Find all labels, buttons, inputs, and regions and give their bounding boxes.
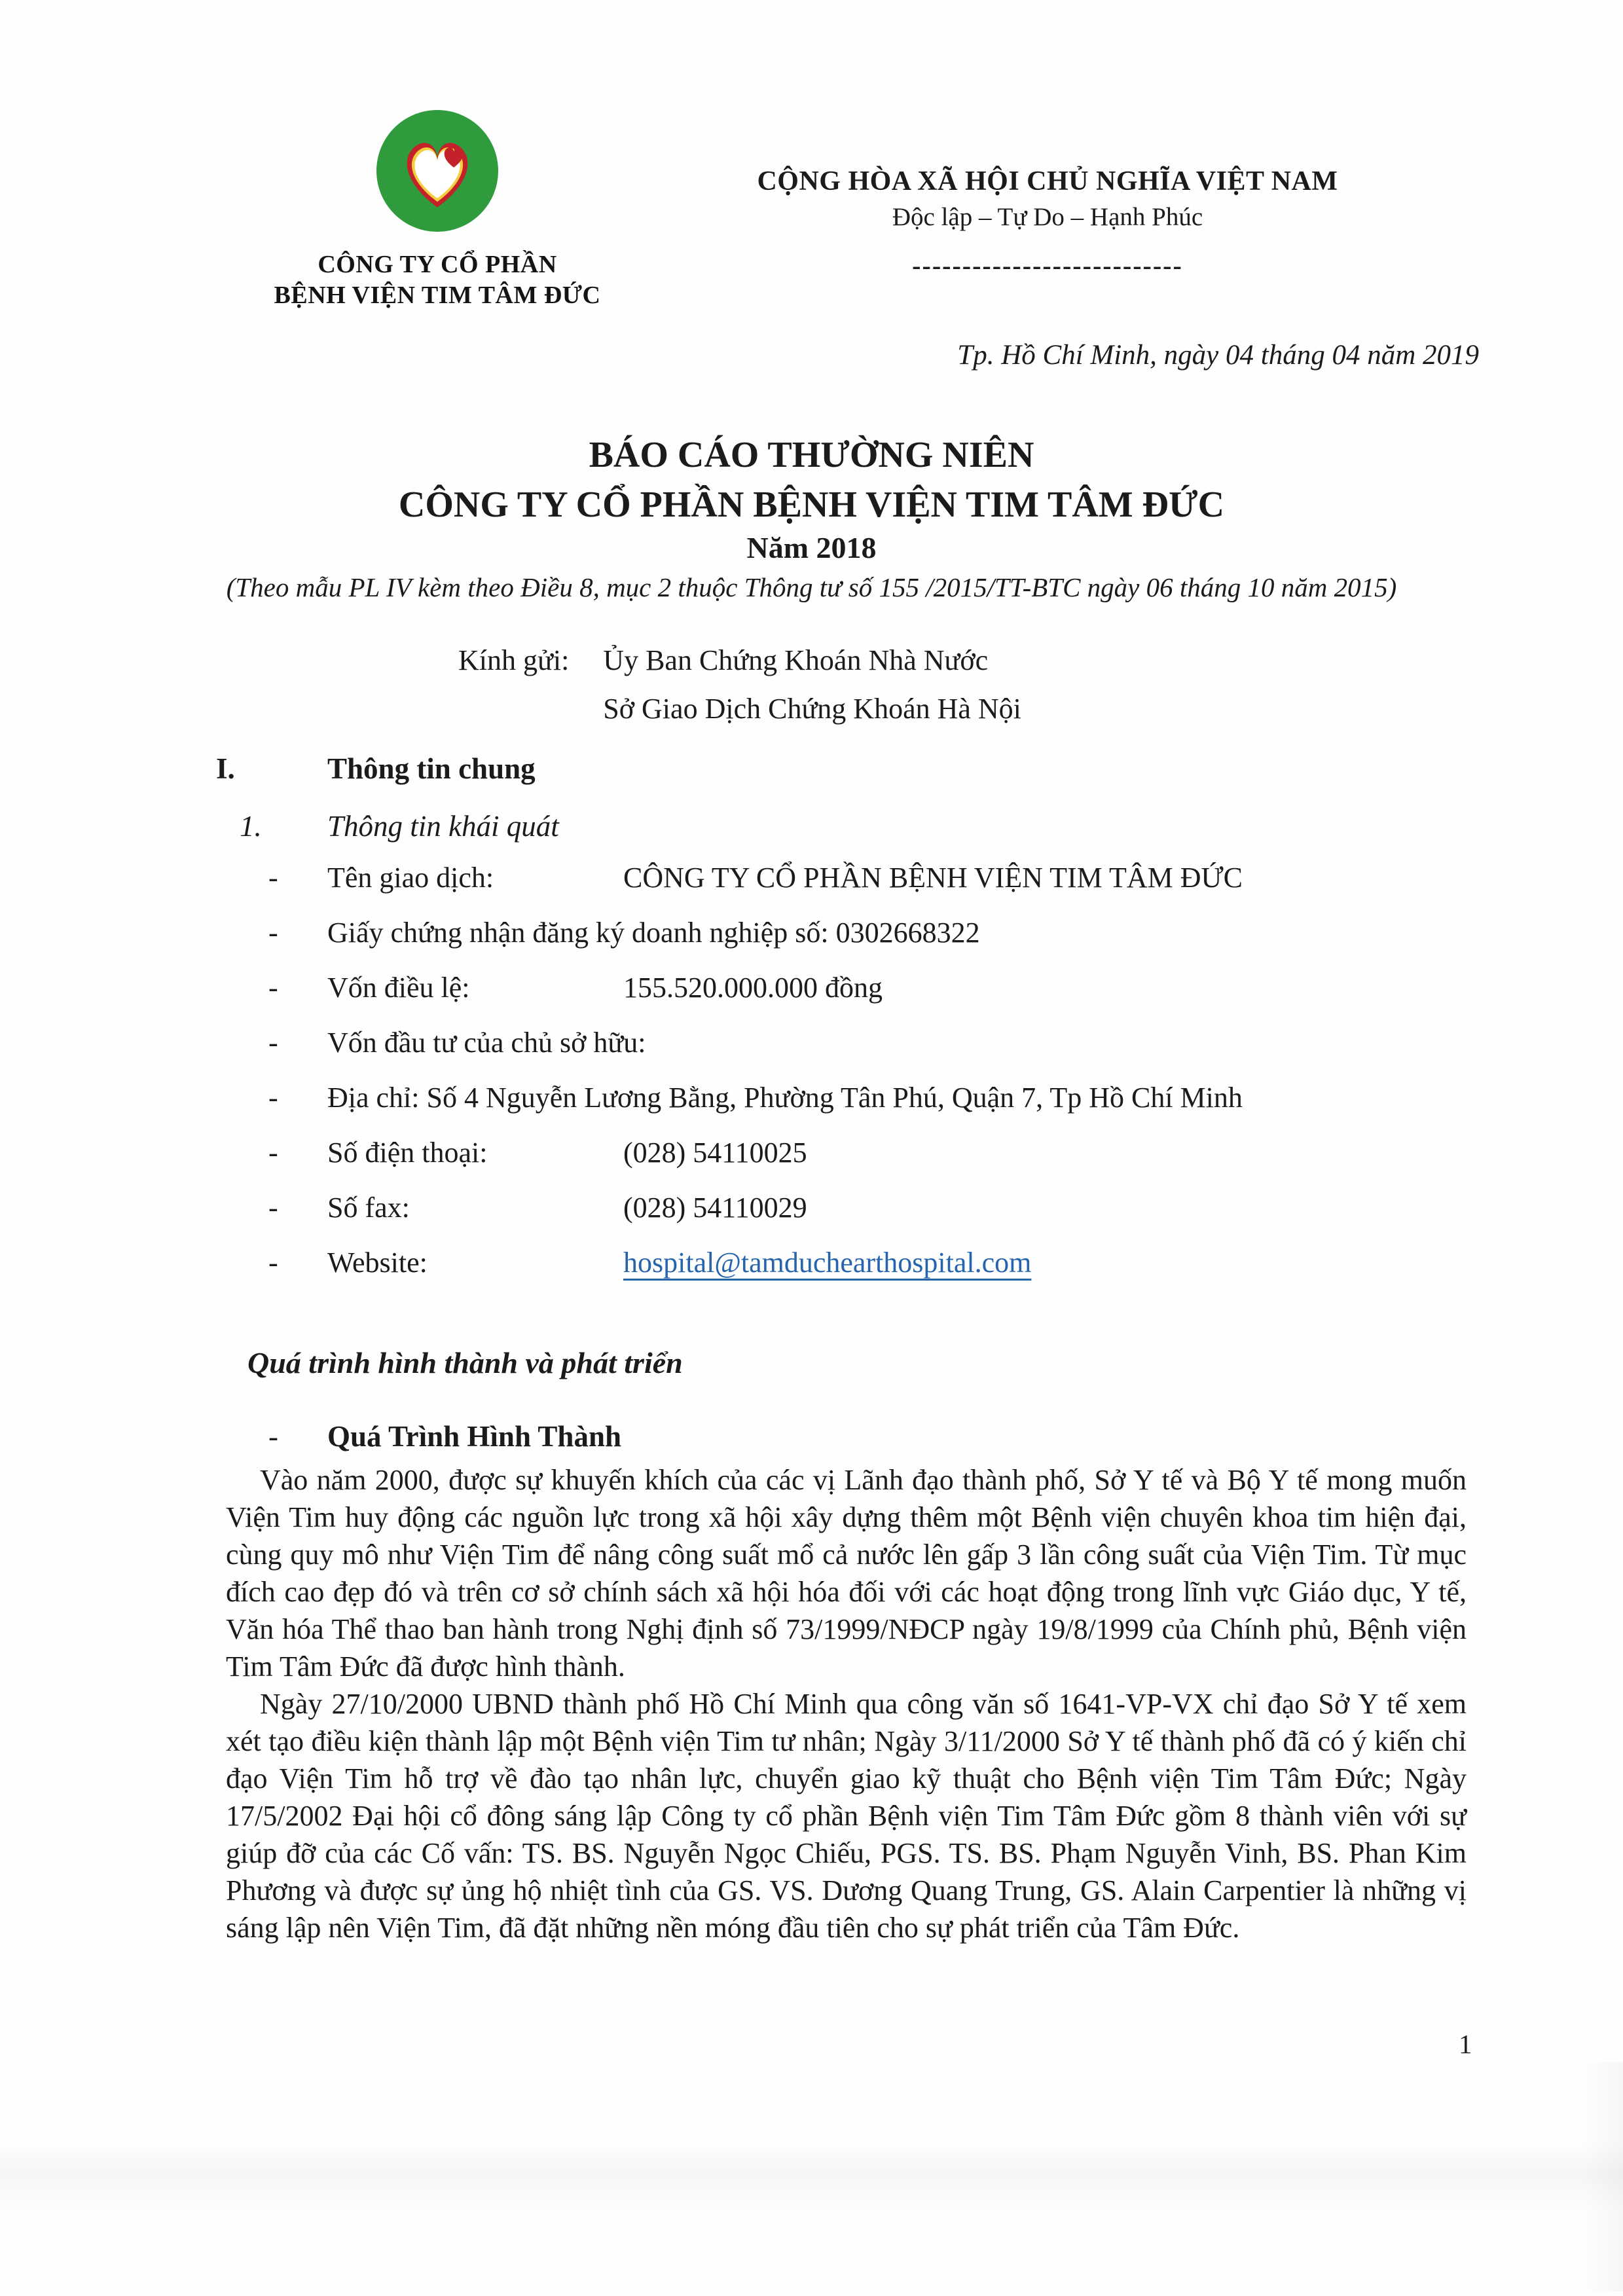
item-label: Website:: [327, 1247, 428, 1279]
history-formation-subheading: [0, 1419, 621, 1453]
item-value: (028) 54110029: [623, 1192, 807, 1224]
company-logo-block: [274, 110, 601, 311]
date-line: Tp. Hồ Chí Minh, ngày 04 tháng 04 năm 2019: [957, 340, 1479, 371]
list-item-website: [0, 1244, 1480, 1281]
recipient-line2: Sở Giao Dịch Chứng Khoán Hà Nội: [603, 693, 1021, 725]
item-label: Số điện thoại:: [327, 1137, 488, 1169]
recipient-names: [603, 636, 1021, 733]
item-label: Giấy chứng nhận đăng ký doanh nghiệp số: 0302668322: [327, 917, 980, 949]
history-section-heading: Quá trình hình thành và phát triển: [247, 1346, 683, 1379]
section-1-1-heading: [0, 809, 559, 843]
history-paragraph-2: Ngày 27/10/2000 UBND thành phố Hồ Chí Minh qua công văn số 1641-VP-VX chỉ đạo Sở Y tế xem xét tạo điều kiện thành lập một Bệnh viện Tim tư nhân; Ngày 3/11/2000 Sở Y tế thành phố đã có ý kiến chỉ đạo Viện Tim hỗ trợ về đào tạo nhân lực, chuyển giao kỹ thuật cho Bệnh viện Tim Tâm Đức; Ngày 17/5/2002 Đại hội cổ đông sáng lập Công ty cổ phần Bệnh viện Tim Tâm Đức gồm 8 thành viên với sự giúp đỡ của các Cố vấn: TS. BS. Nguyễn Ngọc Chiếu, PGS. TS. BS. Phạm Nguyễn Vinh, BS. Phan Kim Phương và được sự ủng hộ nhiệt tình của GS. VS. Dương Quang Trung, GS. Alain Carpentier là những vị sáng lập nên Viện Tim, đã đặt những nền móng đầu tiên cho sự phát triển của Tâm Đức.: [226, 1688, 1467, 1944]
list-item-address: [0, 1079, 1480, 1116]
list-item-business-registration: [0, 914, 1480, 951]
report-title: BÁO CÁO THƯỜNG NIÊN: [589, 435, 1034, 475]
dashed-divider: ---------------------------: [912, 251, 1183, 280]
bullet: -: [268, 1082, 278, 1114]
history-formation-title: Quá Trình Hình Thành: [327, 1420, 622, 1453]
page-number: 1: [1459, 2029, 1472, 2059]
recipient-label: Kính gửi:: [458, 644, 570, 676]
recipient-block: [458, 636, 1021, 733]
bullet: -: [268, 862, 278, 894]
item-label: Số fax:: [327, 1192, 410, 1224]
general-info-list: [0, 859, 1480, 1299]
section-1-1-number: 1.: [240, 810, 262, 843]
history-paragraph-1: Vào năm 2000, được sự khuyến khích của các vị Lãnh đạo thành phố, Sở Y tế và Bộ Y tế mong muốn Viện Tim huy động các nguồn lực trong xã hội xây dựng thêm một Bệnh viện chuyên khoa tim hiện đại, cùng quy mô như Viện Tim để nâng công suất mổ cả nước lên gấp 3 lần công suất của Viện Tim. Từ mục đích cao đẹp đó và trên cơ sở chính sách xã hội hóa đối với các hoạt động trong lĩnh vực Giáo dục, Y tế, Văn hóa Thể thao ban hành trong Nghị định số 73/1999/NĐCP ngày 19/8/1999 của Chính phủ, Bệnh viện Tim Tâm Đức đã được hình thành.: [226, 1464, 1467, 1683]
scan-artifact-band: [0, 2141, 1623, 2213]
national-motto-line1: CỘNG HÒA XÃ HỘI CHỦ NGHĨA VIỆT NAM: [757, 166, 1338, 196]
recipient-line1: Ủy Ban Chứng Khoán Nhà Nước: [603, 644, 989, 676]
national-motto-line2: Độc lập – Tự Do – Hạnh Phúc: [892, 203, 1203, 231]
company-name-line1: CÔNG TY CỔ PHẦN: [318, 251, 557, 278]
bullet: -: [268, 1247, 278, 1279]
section-1-heading: [0, 752, 536, 786]
national-header: [743, 165, 1352, 278]
section-1-number: I.: [216, 752, 235, 785]
list-item-phone: [0, 1134, 1480, 1171]
list-item-trading-name: [0, 859, 1480, 896]
scan-artifact-edge: [1584, 2062, 1623, 2291]
company-name-under-logo: [274, 249, 601, 311]
bullet: -: [268, 1420, 278, 1453]
list-item-charter-capital: [0, 969, 1480, 1006]
item-label: Địa chỉ: Số 4 Nguyễn Lương Bằng, Phường Tân Phú, Quận 7, Tp Hồ Chí Minh: [327, 1082, 1243, 1114]
bullet: -: [268, 1027, 278, 1059]
report-title-block: [0, 433, 1623, 604]
list-item-owner-capital: [0, 1024, 1480, 1061]
item-label: Vốn điều lệ:: [327, 972, 470, 1004]
section-1-1-title: Thông tin khái quát: [327, 810, 559, 843]
bullet: -: [268, 917, 278, 949]
bullet: -: [268, 1137, 278, 1169]
section-1-title: Thông tin chung: [327, 752, 536, 785]
item-label: Vốn đầu tư của chủ sở hữu:: [327, 1027, 646, 1059]
report-year: Năm 2018: [746, 531, 877, 564]
item-value: CÔNG TY CỔ PHẦN BỆNH VIỆN TIM TÂM ĐỨC: [623, 862, 1243, 894]
bullet: -: [268, 972, 278, 1004]
item-value: 155.520.000.000 đồng: [623, 972, 883, 1004]
item-label: Tên giao dịch:: [327, 862, 494, 894]
list-item-fax: [0, 1189, 1480, 1226]
heart-logo-icon: [376, 110, 498, 232]
report-company-name: CÔNG TY CỔ PHẦN BỆNH VIỆN TIM TÂM ĐỨC: [398, 484, 1225, 525]
history-paragraphs: [226, 1461, 1467, 1946]
item-value: (028) 54110025: [623, 1137, 807, 1169]
company-name-line2: BỆNH VIỆN TIM TÂM ĐỨC: [274, 282, 601, 309]
report-template-note: (Theo mẫu PL IV kèm theo Điều 8, mục 2 thuộc Thông tư số 155 /2015/TT-BTC ngày 06 tháng 10 năm 2015): [226, 572, 1397, 602]
bullet: -: [268, 1192, 278, 1224]
website-link[interactable]: hospital@tamduchearthospital.com: [623, 1247, 1032, 1279]
